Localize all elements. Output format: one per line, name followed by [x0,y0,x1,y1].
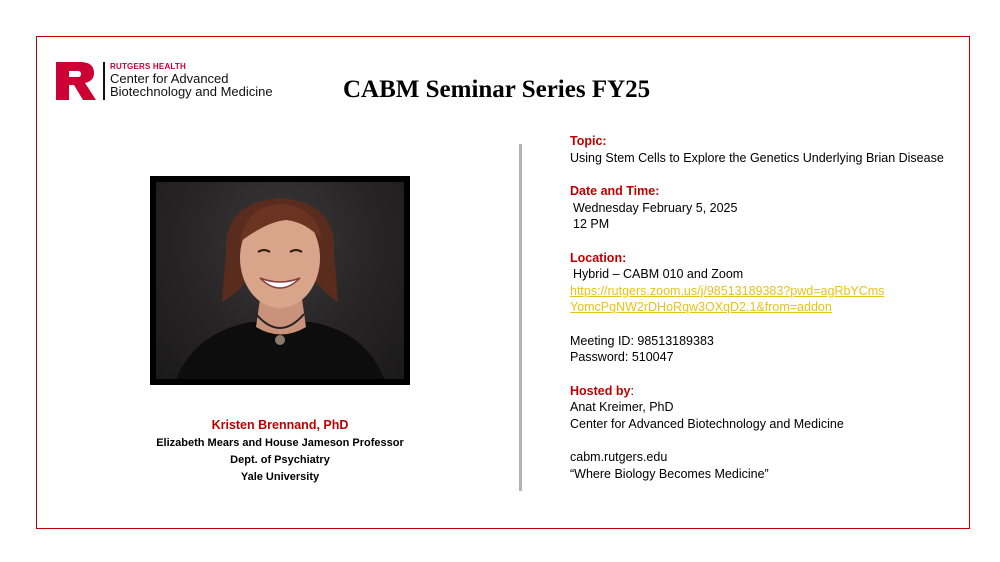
speaker-position: Elizabeth Mears and House Jameson Professor [156,437,404,449]
logo-line-2: Biotechnology and Medicine [110,84,273,100]
host-name: Anat Kreimer, PhD [570,400,674,414]
speaker-portrait [156,182,404,379]
speaker-department: Dept. of Psychiatry [230,454,330,466]
datetime-label: Date and Time: [570,184,660,198]
meeting-password: Password: 510047 [570,350,674,364]
datetime-block [570,183,950,233]
location-text: Hybrid – CABM 010 and Zoom [573,267,744,281]
date-text: Wednesday February 5, 2025 [573,200,738,215]
logo-divider [103,62,105,100]
topic-label: Topic: [570,134,607,148]
page-title: CABM Seminar Series FY25 [343,76,651,103]
logo-text [110,63,273,99]
logo-brand: RUTGERS HEALTH [110,62,186,72]
location-block [570,250,950,316]
hosted-colon: : [630,383,634,398]
time-text: 12 PM [573,217,610,231]
logo-line-1: Center for Advanced [110,70,229,86]
footer-block [570,449,950,482]
meeting-block [570,333,950,366]
speaker-photo [150,176,410,385]
location-label: Location: [570,250,627,265]
speaker-university: Yale University [240,471,320,483]
seminar-info [570,133,950,499]
rutgers-logo [54,60,273,102]
meeting-id: Meeting ID: 98513189383 [570,333,714,348]
topic-text: Using Stem Cells to Explore the Genetics Underlying Brian Disease [570,150,944,165]
speaker-caption [130,418,430,486]
host-organization: Center for Advanced Biotechnology and Medicine [570,416,844,431]
vertical-divider [519,144,522,491]
website-text: cabm.rutgers.edu [570,450,668,464]
topic-block [570,133,950,166]
hosted-label: Hosted by [570,383,631,398]
host-block [570,383,950,433]
zoom-link-line-1[interactable]: https://rutgers.zoom.us/j/98513189383?pwd=agRbYCms [570,283,885,298]
zoom-link-line-2[interactable]: YomcPqNW2rDHoRqw3OXqD2.1&from=addon [570,300,832,314]
portrait-illustration [156,182,404,379]
speaker-name: Kristen Brennand, PhD [211,418,349,432]
tagline-text: “Where Biology Becomes Medicine” [570,466,769,481]
rutgers-r-icon [54,60,98,102]
hosted-heading [570,383,950,400]
